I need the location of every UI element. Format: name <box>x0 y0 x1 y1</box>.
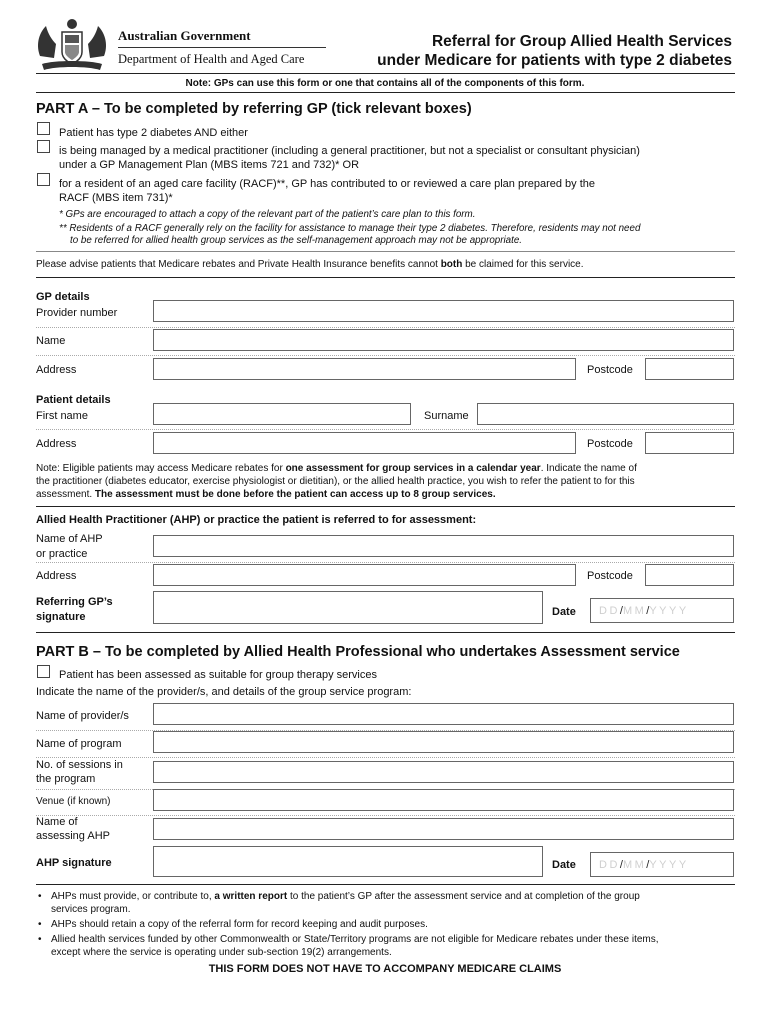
program-name-field[interactable] <box>153 731 734 753</box>
patient-postcode-field[interactable] <box>645 432 734 454</box>
gp-postcode-field[interactable] <box>645 358 734 380</box>
ahp-address-label: Address <box>36 570 77 582</box>
gp-name-field[interactable] <box>153 329 734 351</box>
footnote: ** Residents of a RACF generally rely on the facility for assistance to manage their type 2 diabetes. Therefore, residents may not need <box>59 223 641 234</box>
ahp-date-label: Date <box>552 859 576 871</box>
patient-postcode-label: Postcode <box>587 438 633 450</box>
ahp-signature-label: AHP signature <box>36 857 112 869</box>
ahp-signature-field[interactable] <box>153 846 543 877</box>
ahp-date-field[interactable]: DD/MM/YYYY <box>590 852 734 877</box>
surname-label: Surname <box>424 410 469 422</box>
ahp-heading: Allied Health Practitioner (AHP) or practice the patient is referred to for assessment: <box>36 514 477 526</box>
header-divider <box>118 47 326 48</box>
provider-number-field[interactable] <box>153 300 734 322</box>
gp-management-plan-checkbox[interactable] <box>37 140 50 153</box>
patient-address-field[interactable] <box>153 432 576 454</box>
sessions-field[interactable] <box>153 761 734 783</box>
checkbox-label: for a resident of an aged care facility (RACF)**, GP has contributed to or reviewed a care plan prepared by the <box>59 178 596 190</box>
patient-address-label: Address <box>36 438 77 450</box>
form-title-line1: Referral for Group Allied Health Services <box>431 33 732 50</box>
ahp-postcode-label: Postcode <box>587 570 633 582</box>
ahp-name-label: or practice <box>36 548 88 560</box>
provider-name-field[interactable] <box>153 703 734 725</box>
part-b-instruction: Indicate the name of the provider/s, and details of the group service program: <box>36 686 412 698</box>
provider-name-label: Name of provider/s <box>36 710 129 722</box>
coat-of-arms-logo <box>34 16 110 74</box>
dotted-divider <box>36 327 735 328</box>
ahp-address-field[interactable] <box>153 564 576 586</box>
first-name-field[interactable] <box>153 403 411 425</box>
dotted-divider <box>36 429 735 430</box>
bullet-text: Allied health services funded by other Commonwealth or State/Territory programs are not eligible for Medicare rebates under these items, <box>51 934 659 945</box>
gp-date-label: Date <box>552 606 576 618</box>
bullet-text: AHPs should retain a copy of the referral form for record keeping and audit purposes. <box>51 919 428 930</box>
racf-checkbox[interactable] <box>37 173 50 186</box>
dotted-divider <box>36 757 735 758</box>
surname-field[interactable] <box>477 403 734 425</box>
bullet-marker: • <box>38 891 42 902</box>
ahp-name-label: Name of AHP <box>36 533 103 545</box>
first-name-label: First name <box>36 410 88 422</box>
assessing-ahp-label: Name of <box>36 816 78 828</box>
checkbox-label: RACF (MBS item 731)* <box>59 192 173 204</box>
patient-details-heading: Patient details <box>36 394 111 406</box>
assessing-ahp-field[interactable] <box>153 818 734 840</box>
top-note: Note: GPs can use this form or one that contains all of the components of this form. <box>185 78 585 89</box>
dotted-divider <box>36 355 735 356</box>
bullet-text: services program. <box>51 904 131 915</box>
part-a-heading: PART A – To be completed by referring GP (tick relevant boxes) <box>36 101 472 117</box>
gp-details-heading: GP details <box>36 291 90 303</box>
eligibility-note: assessment. The assessment must be done before the patient can access up to 8 group services. <box>36 489 496 500</box>
divider <box>36 277 735 278</box>
footer-notice: THIS FORM DOES NOT HAVE TO ACCOMPANY MEDICARE CLAIMS <box>208 963 562 975</box>
checkbox-label: Patient has type 2 diabetes AND either <box>59 127 248 139</box>
bullet-text: except where the service is operating under sub-section 19(2) arrangements. <box>51 947 392 958</box>
checkbox-label: is being managed by a medical practitioner (including a general practitioner, but not a specialist or consultant physician) <box>59 145 640 157</box>
bullet-marker: • <box>38 934 42 945</box>
type2-diabetes-checkbox[interactable] <box>37 122 50 135</box>
department-name: Department of Health and Aged Care <box>118 52 305 66</box>
venue-label: Venue (if known) <box>36 796 111 807</box>
part-b-heading: PART B – To be completed by Allied Health Professional who undertakes Assessment service <box>36 644 680 660</box>
dotted-divider <box>36 815 735 816</box>
program-name-label: Name of program <box>36 738 122 750</box>
gp-address-field[interactable] <box>153 358 576 380</box>
divider <box>36 92 735 93</box>
divider <box>36 884 735 885</box>
checkbox-label: Patient has been assessed as suitable for group therapy services <box>59 669 377 681</box>
dotted-divider <box>36 562 735 563</box>
gp-address-label: Address <box>36 364 77 376</box>
government-name: Australian Government <box>118 28 251 43</box>
bullet-marker: • <box>38 919 42 930</box>
ahp-postcode-field[interactable] <box>645 564 734 586</box>
sessions-label: No. of sessions in <box>36 759 123 771</box>
footnote: to be referred for allied health group services as the self-management approach may not be appropriate. <box>70 235 523 246</box>
assessed-suitable-checkbox[interactable] <box>37 665 50 678</box>
footnote: * GPs are encouraged to attach a copy of the relevant part of the patient’s care plan to this form. <box>59 209 476 220</box>
divider <box>36 506 735 507</box>
gp-signature-label: signature <box>36 611 86 623</box>
assessing-ahp-label: assessing AHP <box>36 830 110 842</box>
gp-date-field[interactable]: DD/MM/YYYY <box>590 598 734 623</box>
venue-field[interactable] <box>153 789 734 811</box>
provider-number-label: Provider number <box>36 307 118 319</box>
gp-signature-field[interactable] <box>153 591 543 624</box>
sessions-label: the program <box>36 773 96 785</box>
gp-name-label: Name <box>36 335 66 347</box>
bullet-text: AHPs must provide, or contribute to, a written report to the patient’s GP after the assessment service and at completion of the group <box>51 891 640 902</box>
eligibility-note: Note: Eligible patients may access Medicare rebates for one assessment for group services in a calendar year. Indicate the name of <box>36 463 637 474</box>
checkbox-label: under a GP Management Plan (MBS items 721 and 732)* OR <box>59 159 360 171</box>
form-title-line2: under Medicare for patients with type 2 diabetes <box>377 52 732 69</box>
divider <box>36 73 735 74</box>
ahp-name-field[interactable] <box>153 535 734 557</box>
rebate-advice: Please advise patients that Medicare rebates and Private Health Insurance benefits cannot both be claimed for this service. <box>36 259 584 270</box>
eligibility-note: the practitioner (diabetes educator, exercise physiologist or dietitian), or the allied health practice, you wish to refer the patient to for this <box>36 476 635 487</box>
gp-postcode-label: Postcode <box>587 364 633 376</box>
divider <box>36 632 735 633</box>
gp-signature-label: Referring GP’s <box>36 596 113 608</box>
divider <box>36 251 735 252</box>
